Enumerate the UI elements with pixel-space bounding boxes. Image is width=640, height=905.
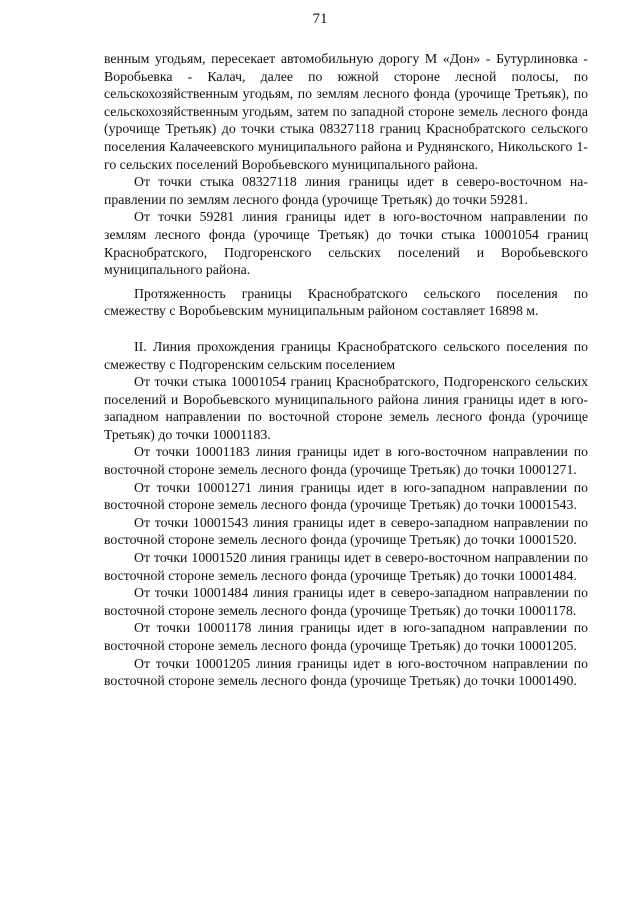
page-number: 71: [312, 11, 328, 27]
paragraph: От точки 10001183 линия границы идет в юго-восточном направлении по восточной стороне земель лесного фонда (урочище Третьяк) до точки 10001271.: [104, 444, 588, 478]
paragraph: От точки 10001543 линия границы идет в северо-западном направлении по восточной стороне земель лесного фонда (урочище Третьяк) до точки 10001520.: [104, 514, 588, 548]
section-heading: II. Линия прохождения границы Краснобратского сельского поселения по смежеству с Подгоренским сельским поселением: [104, 338, 588, 372]
paragraph: От точки стыка 08327118 линия границы идет в северо-восточном направлении по землям лесного фонда (урочище Третьяк) до точки 59281.: [104, 174, 588, 207]
paragraph: От точки 10001271 линия границы идет в юго-западном направлении по восточной стороне земель лесного фонда (урочище Третьяк) до точки 10001543.: [104, 479, 588, 513]
paragraph: От точки 10001484 линия границы идет в северо-западном направлении по восточной стороне земель лесного фонда (урочище Третьяк) до точки 10001178.: [104, 585, 588, 618]
paragraph-length-summary: Протяженность границы Краснобратского сельского поселения по смежеству с Воробьевским муниципальным районом составляет 16898 м.: [104, 285, 588, 319]
paragraph: От точки 10001178 линия границы идет в юго-западном направлении по восточной стороне земель лесного фонда (урочище Третьяк) до точки 10001205.: [104, 620, 588, 653]
paragraph: От точки 10001205 линия границы идет в юго-восточном направлении по восточной стороне земель лесного фонда (урочище Третьяк) до точки 10001490.: [104, 655, 588, 689]
document-body: [104, 50, 588, 690]
paragraph: От точки 10001520 линия границы идет в северо-восточном направлении по восточной стороне земель лесного фонда (урочище Третьяк) до точки 10001484.: [104, 550, 588, 583]
paragraph: От точки стыка 10001054 границ Краснобратского, Подгоренского сельских поселений и Воробьевского муниципального района линия границы идет в юго-западном направлении по восточной стороне земель лесного фонда (урочище Третьяк) до точки 10001183.: [104, 374, 588, 442]
paragraph-continuation: венным угодьям, пересекает автомобильную дорогу М «Дон» - Бутурлиновка - Воробьевка - Калач, далее по южной стороне лесной полосы, по сельскохозяйственным угодьям, по землям лесного фонда (урочище Третьяк), по сельскохозяйственным угодьям, затем по западной стороне земель лесного фонда (урочище Третьяк) до точки стыка 08327118 границ Краснобратского сельского поселения Калачеевского муниципального района и Руднянского, Никольского 1-го сельских поселений Воробьевского муниципального района.: [104, 51, 588, 172]
paragraph: От точки 59281 линия границы идет в юго-восточном направлении по землям лесного фонда (урочище Третьяк) до точки стыка 10001054 границ Краснобратского, Подгоренского сельских поселений и Воробьевского муниципального района.: [104, 209, 588, 278]
